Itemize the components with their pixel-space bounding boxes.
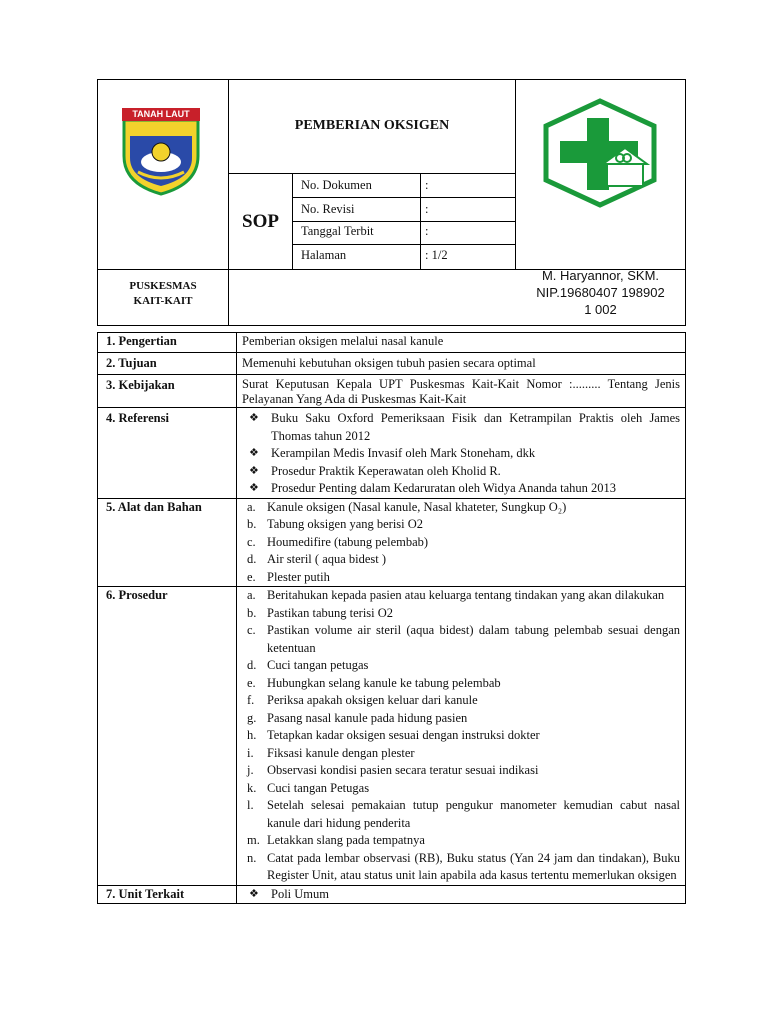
row-pengertian [98,333,686,353]
row-prosedur [98,587,686,886]
org-name-line2: KAIT-KAIT [133,295,193,307]
list-item: g. Pasang nasal kanule pada hidung pasien [247,710,468,725]
list-item: ❖ Buku Saku Oxford Pemeriksaan Fisik dan Ketrampilan Praktis oleh James Thomas tahun 2012 [242,410,680,445]
field-value-revisi: : [425,202,429,216]
text-kebijakan: Surat Keputusan Kepala UPT Puskesmas Kait-Kait Nomor :......... Tentang Jenis Pelayanan Yang Ada di Puskesmas Kait-Kait [237,375,686,408]
diamond-bullet-icon: ❖ [249,447,259,459]
field-value-dokumen: : [425,178,429,192]
page-title: PEMBERIAN OKSIGEN [294,118,450,133]
signer-name: M. Haryannor, SKM. [541,268,660,283]
diamond-bullet-icon: ❖ [249,887,259,900]
list-item: n. Catat pada lembar observasi (RB), Buku status (Yan 24 jam dan tindakan), Buku Register Unit, atau status unit lain apabila ada kasus tertentu memerlukan oksigen [247,850,680,882]
list-item: a. Beritahukan kepada pasien atau keluarga tentang tindakan yang akan dilakukan [247,588,665,602]
list-item: i. Fiksasi kanule dengan plester [247,745,415,760]
row-kebijakan [98,375,686,408]
field-label-halaman: Halaman [301,248,347,262]
list-item: a. Kanule oksigen (Nasal kanule, Nasal khateter, Sungkup O₂) [247,499,567,514]
list-item: ❖ Kerampilan Medis Invasif oleh Mark Stoneham, dkk [242,445,680,463]
sop-label: SOP [242,211,279,232]
signer-nip-cont: 1 002 [584,302,617,317]
list-item: c. Pastikan volume air steril (aqua bidest) dalam tabung pelembab sesuai dengan ketentuan [247,623,680,655]
list-item: m. Letakkan slang pada tempatnya [247,833,425,847]
row-alat [98,498,686,587]
list-item: l. Setelah selesai pemakaian tutup pengukur manometer kemudian cabut nasal kanule dari hidung penderita [247,798,680,830]
list-item: ❖ Prosedur Praktik Keperawatan oleh Kholid R. [242,463,680,481]
label-tujuan: 2. Tujuan [98,353,237,375]
list-item: j. Observasi kondisi pasien secara teratur sesuai indikasi [247,763,539,777]
label-referensi: 4. Referensi [98,408,237,499]
list-item: b. Tabung oksigen yang berisi O2 [247,517,424,531]
list-item: e. Hubungkan selang kanule ke tabung pelembab [247,675,501,690]
row-tujuan [98,353,686,375]
list-item: f. Periksa apakah oksigen keluar dari kanule [247,693,478,707]
list-item: k. Cuci tangan Petugas [247,780,370,795]
row-unit [98,885,686,904]
list-item: ❖ Prosedur Penting dalam Kedaruratan oleh Widya Ananda tahun 2013 [242,480,680,498]
label-pengertian: 1. Pengertian [98,333,237,353]
diamond-bullet-icon: ❖ [249,464,259,477]
label-unit: 7. Unit Terkait [98,885,237,904]
list-item: d. Air steril ( aqua bidest ) [247,552,387,566]
field-label-tanggal: Tanggal Terbit [301,224,374,238]
field-value-halaman: : 1/2 [425,248,448,262]
field-label-revisi: No. Revisi [301,202,355,216]
list-item: ❖ Poli Umum [242,886,680,904]
field-label-dokumen: No. Dokumen [301,178,372,192]
label-alat: 5. Alat dan Bahan [98,498,237,587]
list-item: h. Tetapkan kadar oksigen sesuai dengan instruksi dokter [247,728,540,742]
label-kebijakan: 3. Kebijakan [98,375,237,408]
field-value-tanggal: : [425,224,429,238]
crest-banner-text: TANAH LAUT [132,109,190,119]
diamond-bullet-icon: ❖ [249,482,259,494]
sop-body-table [97,332,686,904]
org-name-line1: PUSKESMAS [129,280,197,292]
list-item: c. Houmedifire (tabung pelembab) [247,534,429,549]
tanah-laut-crest [118,106,204,196]
list-item: e. Plester putih [247,569,330,584]
label-prosedur: 6. Prosedur [98,587,237,886]
text-tujuan: Memenuhi kebutuhan oksigen tubuh pasien secara optimal [237,353,686,375]
list-item: b. Pastikan tabung terisi O2 [247,605,394,620]
signer-nip: NIP.19680407 198902 [536,285,665,300]
diamond-bullet-icon: ❖ [249,412,259,424]
list-item: d. Cuci tangan petugas [247,658,369,672]
puskesmas-logo [541,98,659,208]
row-referensi [98,408,686,499]
text-pengertian: Pemberian oksigen melalui nasal kanule [237,333,686,353]
